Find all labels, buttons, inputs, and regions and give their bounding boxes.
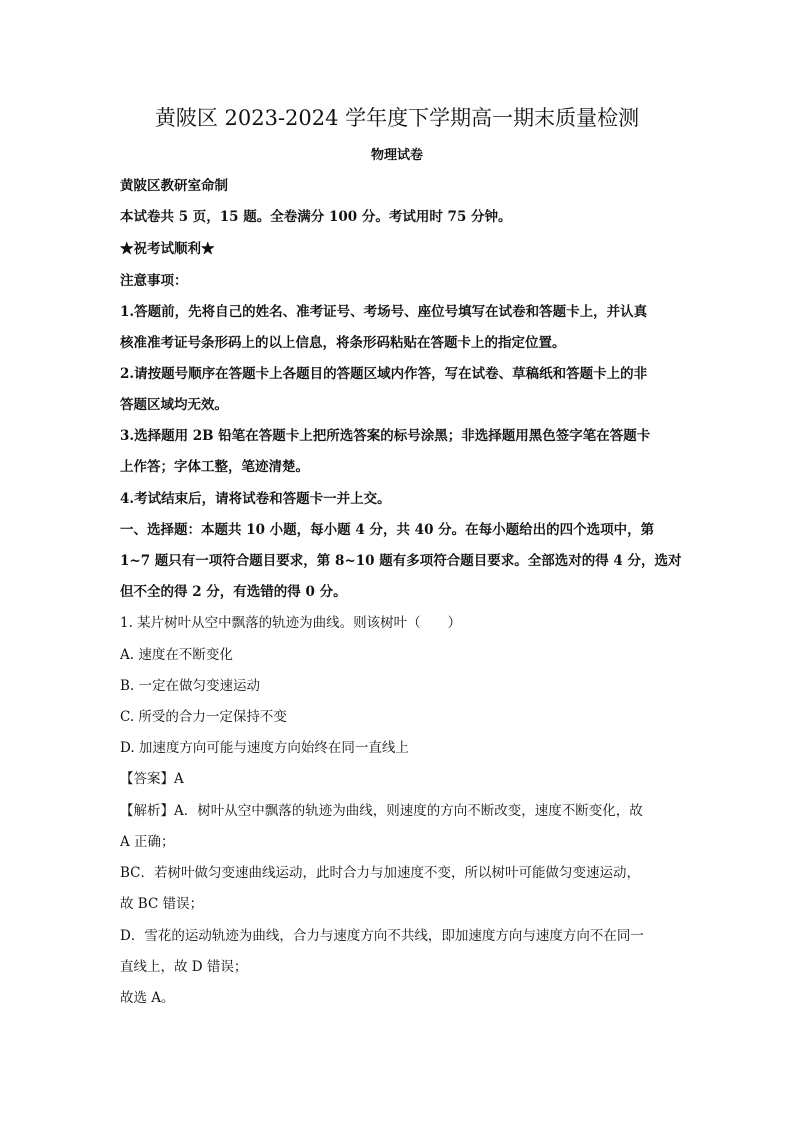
- answer-value: A: [174, 771, 184, 787]
- notice-1-line-1: 1.答题前，先将自己的姓名、准考证号、考场号、座位号填写在试卷和答题卡上，并认真: [120, 304, 648, 320]
- notice-1-line-2: 核准准考证号条形码上的以上信息，将条形码粘贴在答题卡上的指定位置。: [120, 335, 566, 351]
- notice-title: 注意事项：: [120, 273, 188, 289]
- analysis-line-4: 故 BC 错误；: [120, 896, 204, 912]
- question-1-option-b: B. 一定在做匀变速运动: [120, 678, 261, 694]
- notice-3-line-2: 上作答；字体工整，笔迹清楚。: [120, 459, 309, 475]
- notice-4-line-1: 4.考试结束后，请将试卷和答题卡一并上交。: [120, 491, 391, 507]
- blessing: ★祝考试顺利★: [120, 241, 215, 257]
- page-title: 黄陂区 2023-2024 学年度下学期高一期末质量检测: [154, 106, 640, 130]
- question-1-option-c: C. 所受的合力一定保持不变: [120, 709, 287, 725]
- section-1-line-1: 一、选择题：本题共 10 小题，每小题 4 分，共 40 分。在每小题给出的四个选项中，第: [120, 522, 655, 538]
- section-1-line-2: 1~7 题只有一项符合题目要求，第 8~10 题有多项符合题目要求。全部选对的得 4 分，选对: [120, 553, 682, 569]
- exam-info: 本试卷共 5 页，15 题。全卷满分 100 分。考试用时 75 分钟。: [120, 209, 512, 225]
- analysis-text-1: A．树叶从空中飘落的轨迹为曲线，则速度的方向不断改变，速度不断变化，故: [174, 803, 643, 819]
- notice-2-line-1: 2.请按题号顺序在答题卡上各题目的答题区域内作答，写在试卷、草稿纸和答题卡上的非: [120, 366, 648, 382]
- analysis-line-5: D．雪花的运动轨迹为曲线，合力与速度方向不共线，即加速度方向与速度方向不在同一: [120, 928, 644, 944]
- notice-3-line-1: 3.选择题用 2B 铅笔在答题卡上把所选答案的标号涂黑；非选择题用黑色签字笔在答题卡: [120, 428, 651, 444]
- analysis-line-3: BC．若树叶做匀变速曲线运动，此时合力与加速度不变，所以树叶可能做匀变速运动，: [120, 865, 640, 881]
- answer-tag: 【答案】: [120, 771, 174, 787]
- analysis-line-1: [120, 801, 680, 821]
- answer-line: [120, 769, 680, 789]
- analysis-line-2: A 正确；: [120, 834, 175, 850]
- analysis-line-6: 直线上，故 D 错误；: [120, 959, 248, 975]
- analysis-tag: 【解析】: [120, 803, 174, 819]
- analysis-line-7: 故选 A。: [120, 990, 175, 1006]
- question-1-option-a: A. 速度在不断变化: [120, 647, 233, 663]
- notice-2-line-2: 答题区域均无效。: [120, 397, 228, 413]
- org-line: 黄陂区教研室命制: [120, 178, 228, 194]
- question-1-option-d: D. 加速度方向可能与速度方向始终在同一直线上: [120, 740, 409, 756]
- page-subtitle: 物理试卷: [370, 148, 423, 163]
- question-1-stem: 1. 某片树叶从空中飘落的轨迹为曲线。则该树叶（ ）: [120, 615, 462, 631]
- section-1-line-3: 但不全的得 2 分，有选错的得 0 分。: [120, 584, 347, 600]
